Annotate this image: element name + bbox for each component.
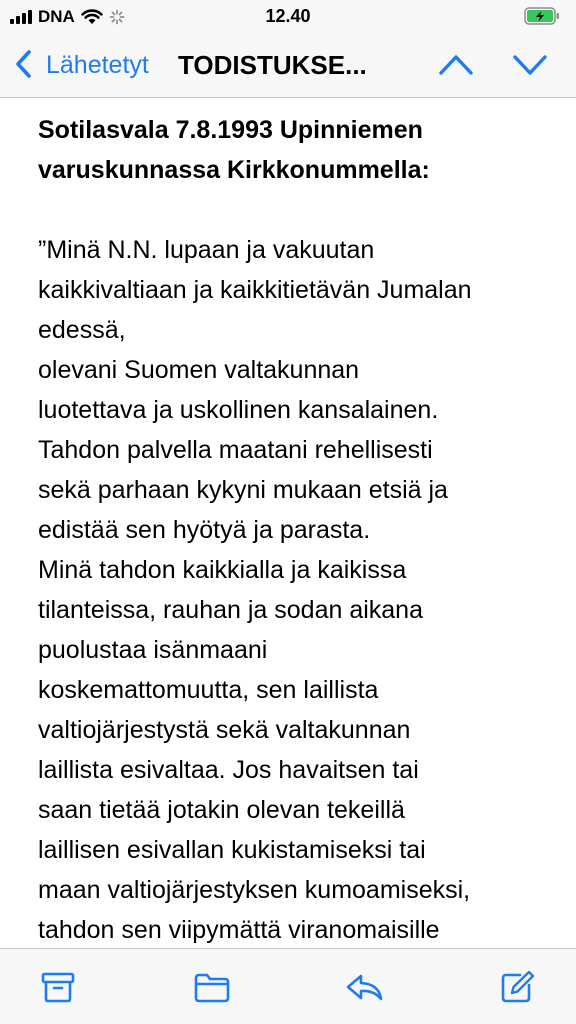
status-bar — [0, 0, 576, 32]
text-line: olevani Suomen valtakunnan — [38, 356, 360, 384]
compose-icon[interactable] — [498, 969, 538, 1005]
status-time: 12.40 — [265, 6, 311, 26]
text-line: tilanteissa, rauhan ja sodan aikana — [38, 596, 423, 624]
text-line: ”Minä N.N. lupaan ja vakuutan — [38, 236, 375, 264]
chevron-down-icon[interactable] — [512, 52, 548, 78]
text-line: valtiojärjestystä sekä valtakunnan — [38, 716, 411, 744]
chevron-up-icon[interactable] — [438, 52, 474, 78]
text-line: maan valtiojärjestyksen kumoamiseksi, — [38, 876, 471, 904]
archive-icon[interactable] — [38, 969, 78, 1005]
battery-charging-icon — [524, 7, 560, 25]
heading-line: varuskunnassa Kirkkonummella: — [38, 156, 430, 184]
text-line: edistää sen hyötyä ja parasta. — [38, 516, 371, 544]
text-line: Tahdon palvella maatani rehellisesti — [38, 436, 433, 464]
text-line: edessä, — [38, 316, 126, 344]
text-line: luotettava ja uskollinen kansalainen. — [38, 396, 439, 424]
text-line: laillisen esivallan kukistamiseksi tai — [38, 836, 426, 864]
message-heading — [38, 110, 558, 190]
navigation-bar — [0, 32, 576, 98]
folder-icon[interactable] — [192, 969, 232, 1005]
reply-icon[interactable] — [344, 969, 384, 1005]
text-line: saan tietää jotakin olevan tekeillä — [38, 796, 405, 824]
text-line: sekä parhaan kykyni mukaan etsiä ja — [38, 476, 448, 504]
message-body — [38, 98, 558, 948]
text-line: koskemattomuutta, sen laillista — [38, 676, 379, 704]
text-line: tahdon sen viipymättä viranomaisille — [38, 916, 440, 944]
chevron-left-icon[interactable] — [14, 49, 32, 79]
text-line: laillista esivaltaa. Jos havaitsen tai — [38, 756, 419, 784]
bottom-toolbar — [0, 948, 576, 1024]
back-button-label[interactable]: Lähetetyt — [46, 51, 149, 79]
heading-line: Sotilasvala 7.8.1993 Upinniemen — [38, 116, 423, 144]
text-line: puolustaa isänmaani — [38, 636, 268, 664]
carrier-label: DNA — [38, 7, 75, 26]
message-subject-title: TODISTUKSE... — [178, 50, 367, 80]
message-text — [38, 230, 558, 948]
text-line: kaikkivaltiaan ja kaikkitietävän Jumalan — [38, 276, 472, 304]
text-line: Minä tahdon kaikkialla ja kaikissa — [38, 556, 407, 584]
